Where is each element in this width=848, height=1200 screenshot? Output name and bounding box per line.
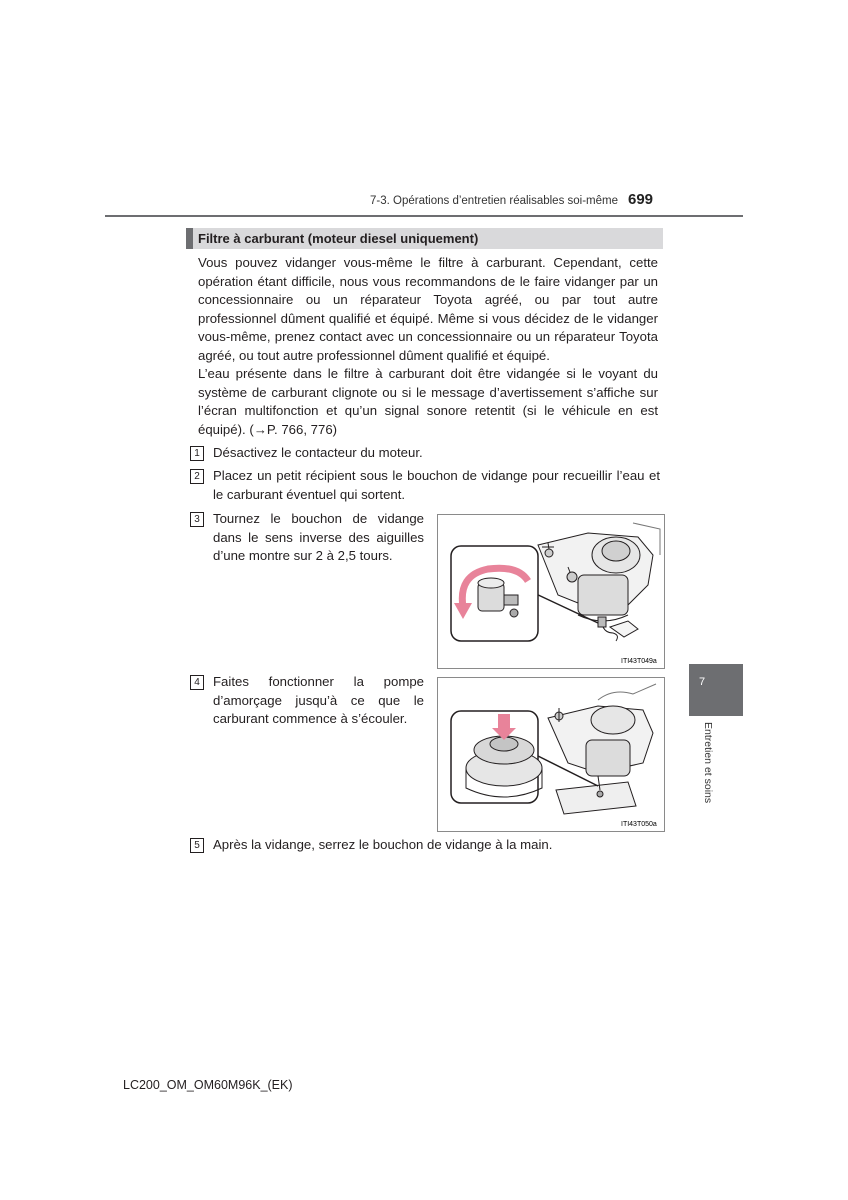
figure-priming-pump — [437, 677, 665, 832]
step-number-box: 5 — [190, 838, 204, 853]
section-title: Filtre à carburant (moteur diesel uniquement) — [186, 228, 663, 249]
page-number: 699 — [628, 191, 654, 208]
step-text: Désactivez le contacteur du moteur. — [213, 445, 423, 460]
step-number-box: 3 — [190, 512, 204, 527]
header-divider — [105, 215, 743, 217]
step-text: Faites fonctionner la pompe d’amorçage jusqu’à ce que le carburant commence à s’écouler. — [213, 674, 424, 726]
chapter-tab[interactable] — [689, 664, 743, 716]
step-text: Après la vidange, serrez le bouchon de vidange à la main. — [213, 837, 553, 852]
chapter-number: 7 — [699, 676, 706, 688]
fuel-filter-illustration — [438, 515, 664, 668]
intro-paragraph-2: L’eau présente dans le filtre à carburant doit être vidangée si le voyant du système de carburant clignote ou si le message d’avertissement s’affiche sur l’écran multifonction et qu’un signal sonore retentit (si le véhicule en est équipé). (→P. 766, 776) — [198, 366, 658, 437]
figure-code-1: ITI43T049a — [621, 658, 657, 665]
figure-drain-plug — [437, 514, 665, 669]
step-text: Placez un petit récipient sous le bouchon de vidange pour recueillir l’eau et le carburant éventuel qui sortent. — [213, 468, 660, 502]
step-number-box: 2 — [190, 469, 204, 484]
step-text: Tournez le bouchon de vidange dans le sens inverse des aiguilles d’une montre sur 2 à 2,5 tours. — [213, 511, 424, 563]
step-number-box: 4 — [190, 675, 204, 690]
chapter-label: Entretien et soins — [702, 722, 714, 804]
step-number-box: 1 — [190, 446, 204, 461]
figure-code-2: ITI43T050a — [621, 821, 657, 828]
priming-pump-illustration — [438, 678, 664, 831]
header-section-title: 7-3. Opérations d’entretien réalisables soi-même — [370, 195, 619, 207]
intro-paragraph-1: Vous pouvez vidanger vous-même le filtre à carburant. Cependant, cette opération étant difficile, nous vous recommandons de le faire vidanger par un concessionnaire ou un réparateur Toyota agréé, ou par tout autre professionnel dûment qualifié et équipé. Même si vous décidez de le vidanger vous-même, prenez contact avec un concessionnaire ou un réparateur Toyota agréé, ou tout autre professionnel dûment qualifié et équipé. — [198, 255, 658, 363]
document-code: LC200_OM_OM60M96K_(EK) — [123, 1078, 293, 1092]
